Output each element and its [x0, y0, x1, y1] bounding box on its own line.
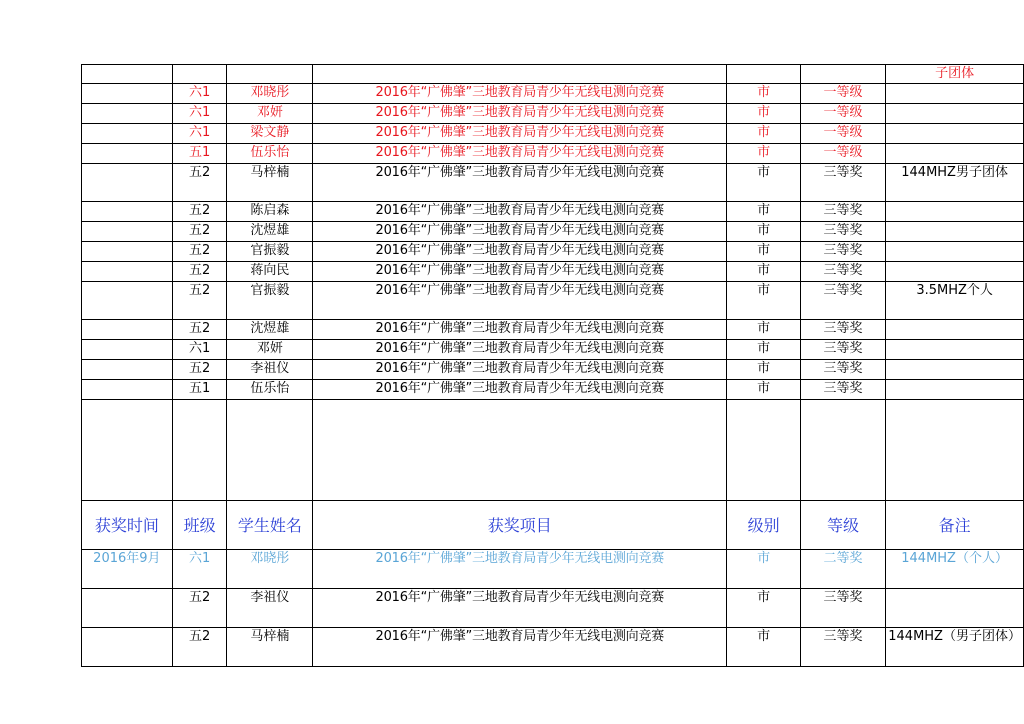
level-cell: 市	[727, 360, 800, 380]
project-cell: 2016年“广佛肇”三地教育局青少年无线电测向竞赛	[313, 320, 727, 340]
class-cell: 五2	[172, 360, 227, 380]
grade-cell: 三等奖	[800, 222, 885, 242]
level-cell: 市	[727, 164, 800, 202]
name-cell: 伍乐怡	[227, 380, 313, 400]
class-cell: 六1	[172, 84, 227, 104]
class-cell: 五2	[172, 282, 227, 320]
table-row	[82, 222, 1024, 242]
class-cell: 五2	[172, 628, 227, 667]
date-cell	[82, 380, 173, 400]
note-cell	[886, 202, 1024, 222]
note-cell	[886, 262, 1024, 282]
level-cell: 市	[727, 628, 800, 667]
level-cell: 市	[727, 589, 800, 628]
class-cell: 五2	[172, 222, 227, 242]
project-cell: 2016年“广佛肇”三地教育局青少年无线电测向竞赛	[313, 84, 727, 104]
date-cell	[82, 104, 173, 124]
level-cell	[727, 400, 800, 501]
level-cell: 市	[727, 84, 800, 104]
project-cell: 2016年“广佛肇”三地教育局青少年无线电测向竞赛	[313, 340, 727, 360]
table-row	[82, 84, 1024, 104]
date-cell	[82, 144, 173, 164]
project-cell: 2016年“广佛肇”三地教育局青少年无线电测向竞赛	[313, 589, 727, 628]
date-cell	[82, 360, 173, 380]
project-cell: 2016年“广佛肇”三地教育局青少年无线电测向竞赛	[313, 242, 727, 262]
project-cell: 2016年“广佛肇”三地教育局青少年无线电测向竞赛	[313, 628, 727, 667]
date-cell	[82, 124, 173, 144]
name-cell: 邓妍	[227, 104, 313, 124]
table-row	[82, 380, 1024, 400]
project-cell	[313, 400, 727, 501]
awards-table	[81, 64, 1024, 667]
header-project: 获奖项目	[313, 501, 727, 550]
date-cell	[82, 65, 173, 84]
project-cell: 2016年“广佛肇”三地教育局青少年无线电测向竞赛	[313, 164, 727, 202]
name-cell: 沈煜雄	[227, 222, 313, 242]
project-cell: 2016年“广佛肇”三地教育局青少年无线电测向竞赛	[313, 104, 727, 124]
header-note: 备注	[886, 501, 1024, 550]
class-cell: 五1	[172, 380, 227, 400]
class-cell: 六1	[172, 550, 227, 589]
level-cell: 市	[727, 222, 800, 242]
date-cell: 2016年9月	[82, 550, 173, 589]
date-cell	[82, 340, 173, 360]
grade-cell: 三等奖	[800, 242, 885, 262]
note-cell	[886, 84, 1024, 104]
class-cell	[172, 400, 227, 501]
class-cell: 五2	[172, 202, 227, 222]
table-row	[82, 262, 1024, 282]
note-cell	[886, 144, 1024, 164]
date-cell	[82, 262, 173, 282]
grade-cell: 三等奖	[800, 262, 885, 282]
note-cell: 144MHZ（个人）	[886, 550, 1024, 589]
class-cell: 五2	[172, 589, 227, 628]
table-row	[82, 202, 1024, 222]
date-cell	[82, 628, 173, 667]
class-cell: 六1	[172, 124, 227, 144]
name-cell: 李祖仪	[227, 589, 313, 628]
header-row	[82, 501, 1024, 550]
name-cell: 陈启森	[227, 202, 313, 222]
class-cell: 六1	[172, 104, 227, 124]
class-cell: 五2	[172, 262, 227, 282]
name-cell	[227, 400, 313, 501]
level-cell: 市	[727, 380, 800, 400]
class-cell: 六1	[172, 340, 227, 360]
date-cell	[82, 202, 173, 222]
date-cell	[82, 589, 173, 628]
grade-cell: 一等级	[800, 104, 885, 124]
note-cell	[886, 124, 1024, 144]
grade-cell: 三等奖	[800, 282, 885, 320]
header-name: 学生姓名	[227, 501, 313, 550]
note-cell	[886, 320, 1024, 340]
note-cell	[886, 104, 1024, 124]
header-date: 获奖时间	[82, 501, 173, 550]
table-row	[82, 144, 1024, 164]
project-cell: 2016年“广佛肇”三地教育局青少年无线电测向竞赛	[313, 282, 727, 320]
project-cell: 2016年“广佛肇”三地教育局青少年无线电测向竞赛	[313, 380, 727, 400]
level-cell: 市	[727, 202, 800, 222]
grade-cell: 三等奖	[800, 380, 885, 400]
note-cell	[886, 340, 1024, 360]
project-cell: 2016年“广佛肇”三地教育局青少年无线电测向竞赛	[313, 360, 727, 380]
table-row	[82, 400, 1024, 501]
grade-cell: 三等奖	[800, 628, 885, 667]
table-row	[82, 340, 1024, 360]
note-cell	[886, 400, 1024, 501]
grade-cell: 一等级	[800, 124, 885, 144]
name-cell: 官振毅	[227, 242, 313, 262]
level-cell: 市	[727, 242, 800, 262]
name-cell: 马梓楠	[227, 164, 313, 202]
table-row	[82, 104, 1024, 124]
table-row	[82, 282, 1024, 320]
class-cell: 五2	[172, 242, 227, 262]
note-cell	[886, 589, 1024, 628]
name-cell: 沈煜雄	[227, 320, 313, 340]
header-level: 级别	[727, 501, 800, 550]
note-cell: 144MHZ（男子团体）	[886, 628, 1024, 667]
table-row	[82, 628, 1024, 667]
level-cell: 市	[727, 262, 800, 282]
name-cell: 伍乐怡	[227, 144, 313, 164]
note-cell	[886, 360, 1024, 380]
note-cell: 3.5MHZ个人	[886, 282, 1024, 320]
grade-cell: 三等奖	[800, 164, 885, 202]
note-cell: 子团体	[886, 65, 1024, 84]
level-cell	[727, 65, 800, 84]
level-cell: 市	[727, 282, 800, 320]
header-class: 班级	[172, 501, 227, 550]
project-cell: 2016年“广佛肇”三地教育局青少年无线电测向竞赛	[313, 124, 727, 144]
date-cell	[82, 222, 173, 242]
name-cell: 李祖仪	[227, 360, 313, 380]
project-cell	[313, 65, 727, 84]
table-row	[82, 242, 1024, 262]
date-cell	[82, 400, 173, 501]
level-cell: 市	[727, 144, 800, 164]
project-cell: 2016年“广佛肇”三地教育局青少年无线电测向竞赛	[313, 550, 727, 589]
level-cell: 市	[727, 550, 800, 589]
grade-cell: 一等级	[800, 144, 885, 164]
header-grade: 等级	[800, 501, 885, 550]
grade-cell	[800, 65, 885, 84]
project-cell: 2016年“广佛肇”三地教育局青少年无线电测向竞赛	[313, 202, 727, 222]
name-cell	[227, 65, 313, 84]
table-row	[82, 320, 1024, 340]
level-cell: 市	[727, 104, 800, 124]
grade-cell: 三等奖	[800, 340, 885, 360]
class-cell: 五2	[172, 164, 227, 202]
name-cell: 梁文静	[227, 124, 313, 144]
grade-cell: 一等级	[800, 84, 885, 104]
level-cell: 市	[727, 124, 800, 144]
class-cell: 五2	[172, 320, 227, 340]
note-cell	[886, 242, 1024, 262]
level-cell: 市	[727, 320, 800, 340]
date-cell	[82, 164, 173, 202]
grade-cell: 三等奖	[800, 589, 885, 628]
project-cell: 2016年“广佛肇”三地教育局青少年无线电测向竞赛	[313, 144, 727, 164]
project-cell: 2016年“广佛肇”三地教育局青少年无线电测向竞赛	[313, 222, 727, 242]
name-cell: 邓晓彤	[227, 550, 313, 589]
date-cell	[82, 282, 173, 320]
level-cell: 市	[727, 340, 800, 360]
name-cell: 蒋向民	[227, 262, 313, 282]
table-row	[82, 164, 1024, 202]
table-row	[82, 124, 1024, 144]
name-cell: 马梓楠	[227, 628, 313, 667]
note-cell	[886, 380, 1024, 400]
date-cell	[82, 320, 173, 340]
project-cell: 2016年“广佛肇”三地教育局青少年无线电测向竞赛	[313, 262, 727, 282]
grade-cell: 二等奖	[800, 550, 885, 589]
grade-cell: 三等奖	[800, 360, 885, 380]
date-cell	[82, 84, 173, 104]
name-cell: 官振毅	[227, 282, 313, 320]
name-cell: 邓晓彤	[227, 84, 313, 104]
grade-cell: 三等奖	[800, 320, 885, 340]
name-cell: 邓妍	[227, 340, 313, 360]
grade-cell	[800, 400, 885, 501]
table-row	[82, 65, 1024, 84]
note-cell	[886, 222, 1024, 242]
table-row	[82, 589, 1024, 628]
grade-cell: 三等奖	[800, 202, 885, 222]
class-cell	[172, 65, 227, 84]
table-row	[82, 360, 1024, 380]
table-row	[82, 550, 1024, 589]
note-cell: 144MHZ男子团体	[886, 164, 1024, 202]
date-cell	[82, 242, 173, 262]
class-cell: 五1	[172, 144, 227, 164]
